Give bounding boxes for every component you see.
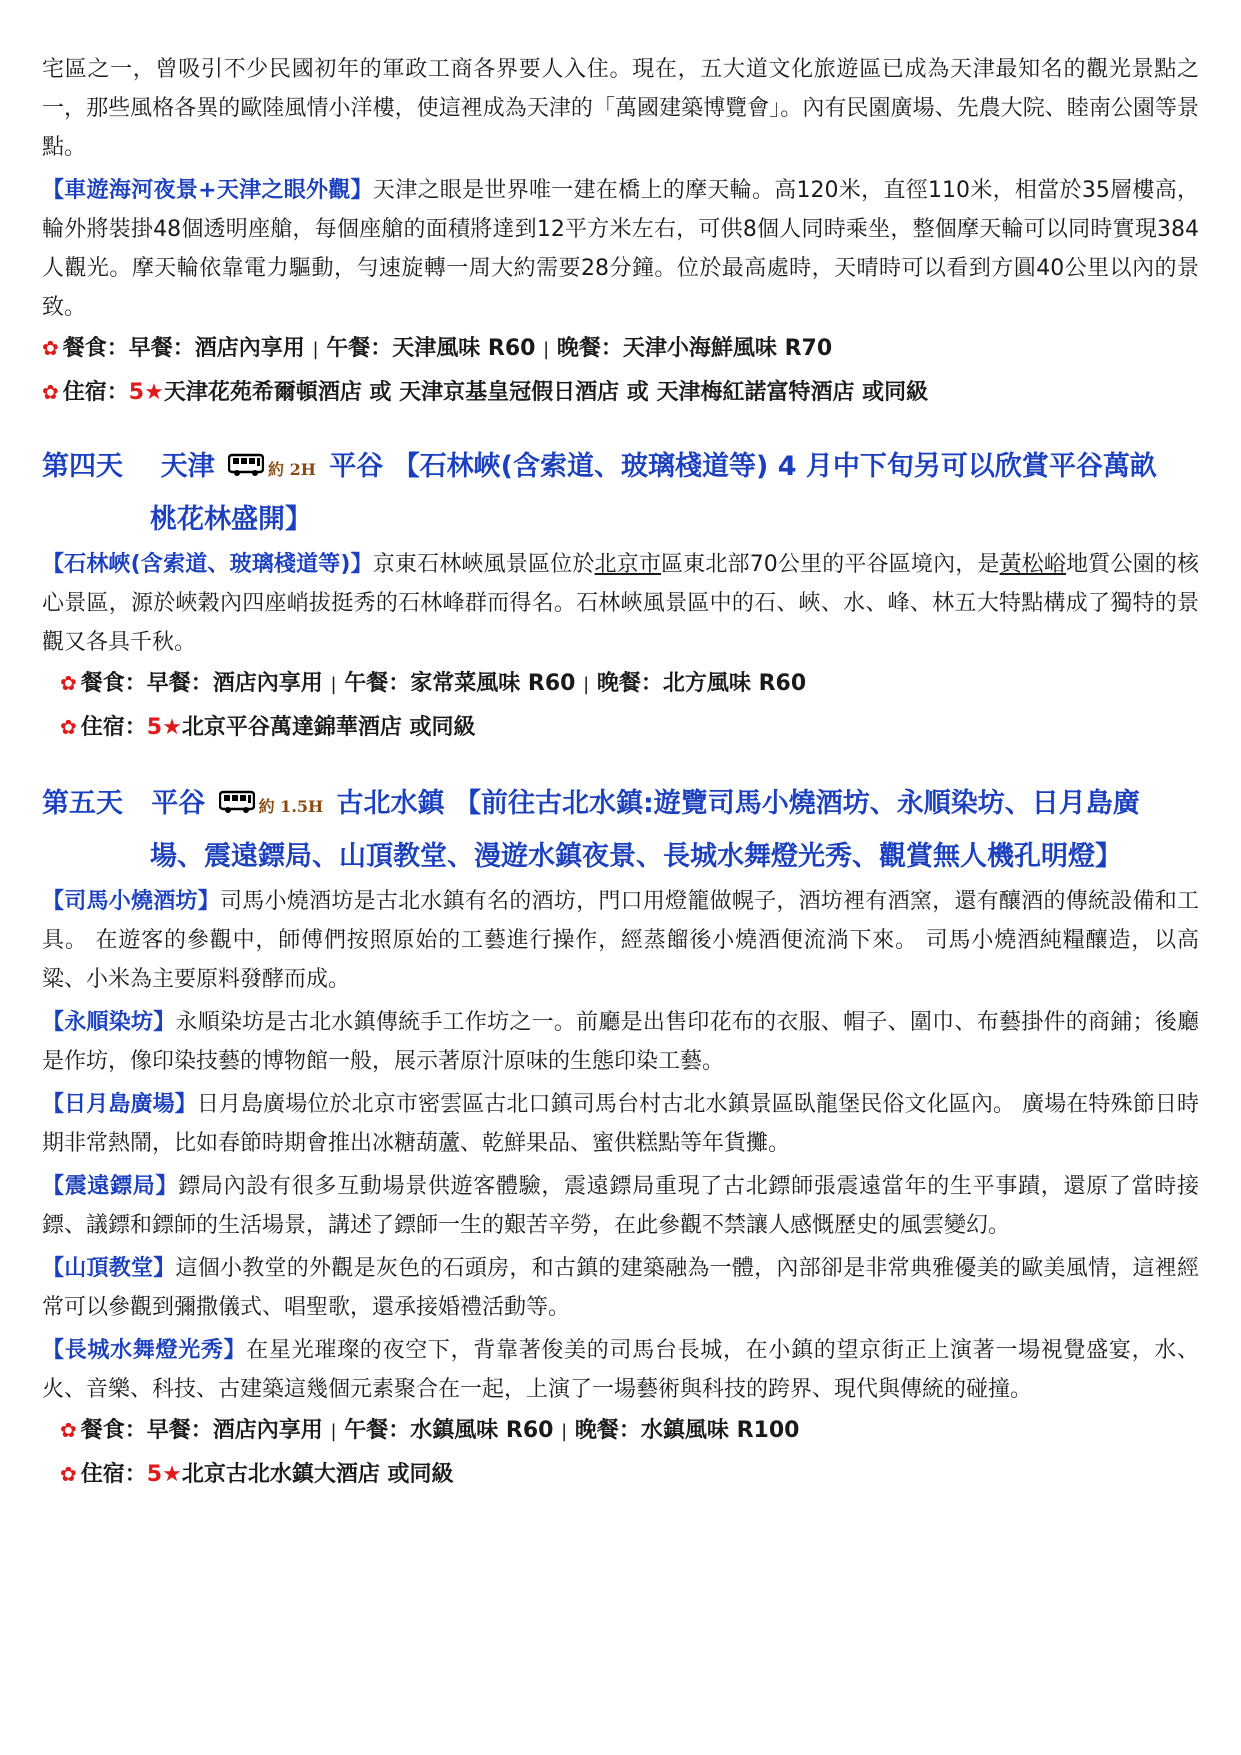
day5-heading: 第五天 平谷 約 1.5H 古北水鎮 【前往古北水鎮:遊覽司馬小燒酒坊、永順染坊、日月島廣 場、震遠鏢局、山頂教堂、漫遊水鎮夜景、長城水舞燈光秀、觀賞無人機孔明燈】 xyxy=(42,779,1199,882)
day4-meal-line: ✿ 餐食：早餐：酒店內享用 | 午餐：家常菜風味 R60 | 晚餐：北方風味 R60 xyxy=(60,671,807,696)
intro-paragraph xyxy=(42,50,1199,167)
huangsongyu-link[interactable]: 黃松峪 xyxy=(999,552,1067,577)
section-paragraph: 【永順染坊】永順染坊是古北水鎮傳統手工作坊之一。前廳是出售印花布的衣服、帽子、圍巾、布藝掛件的商鋪；後廳是作坊，像印染技藝的博物館一般，展示著原汁原味的生態印染工藝。 xyxy=(42,1010,1199,1074)
section-paragraph: 【震遠鏢局】鏢局內設有很多互動場景供遊客體驗，震遠鏢局重現了古北鏢師張震遠當年的生平事蹟，還原了當時接鏢、議鏢和鏢師的生活場景，講述了鏢師一生的艱苦辛勞，在此參觀不禁讓人感慨歷史的風雲變幻。 xyxy=(42,1174,1199,1238)
flower-icon: ✿ xyxy=(60,715,77,739)
day3-meal-line: ✿ 餐食：早餐：酒店內享用 | 午餐：天津風味 R60 | 晚餐：天津小海鮮風味 R70 xyxy=(42,336,833,361)
flower-icon: ✿ xyxy=(60,1418,77,1442)
section-paragraph: 【長城水舞燈光秀】在星光璀璨的夜空下，背靠著俊美的司馬台長城，在小鎮的望京街正上演著一場視覺盛宴，水、火、音樂、科技、古建築這幾個元素聚合在一起，上演了一場藝術與科技的跨界、現代與傳統的碰撞。 xyxy=(42,1338,1199,1402)
flower-icon: ✿ xyxy=(42,380,59,404)
tianjin-eye-paragraph xyxy=(42,171,1199,327)
day5-meal-line: ✿ 餐食：早餐：酒店內享用 | 午餐：水鎮風味 R60 | 晚餐：水鎮風味 R100 xyxy=(60,1418,800,1443)
day4-heading: 第四天 天津 約 2H 平谷 【石林峽(含索道、玻璃棧道等) 4 月中下旬另可以欣賞平谷萬畝 桃花林盛開】 xyxy=(42,442,1199,545)
shilinxia-paragraph: 【石林峽(含索道、玻璃棧道等)】京東石林峽風景區位於北京市區東北部70公里的平谷區境內，是黃松峪地質公園的核心景區，源於峽穀內四座峭拔挺秀的石林峰群而得名。石林峽風景區中的石、峽、水、峰、林五大特點構成了獨特的景觀又各具千秋。 xyxy=(42,552,1199,655)
flower-icon: ✿ xyxy=(60,671,77,695)
section-paragraph: 【日月島廣場】日月島廣場位於北京市密雲區古北口鎮司馬台村古北水鎮景區臥龍堡民俗文化區內。 廣場在特殊節日時期非常熱鬧，比如春節時期會推出冰糖葫蘆、乾鮮果品、蜜供糕點等年貨攤。 xyxy=(42,1092,1199,1156)
section-paragraph: 【司馬小燒酒坊】司馬小燒酒坊是古北水鎮有名的酒坊，門口用燈籠做幌子，酒坊裡有酒窯，還有釀酒的傳統設備和工具。 在遊客的參觀中，師傅們按照原始的工藝進行操作，經蒸餾後小燒酒便流淌下來。 司馬小燒酒純糧釀造，以高粱、小米為主要原料發酵而成。 xyxy=(42,889,1199,992)
flower-icon: ✿ xyxy=(42,336,59,360)
bus-icon xyxy=(219,781,255,831)
section-paragraph: 【山頂教堂】這個小教堂的外觀是灰色的石頭房，和古鎮的建築融為一體，內部卻是非常典雅優美的歐美風情，這裡經常可以參觀到彌撒儀式、唱聖歌，還承接婚禮活動等。 xyxy=(42,1256,1199,1320)
day4-hotel-line: ✿ 住宿：5★北京平谷萬達錦華酒店 或同級 xyxy=(60,715,476,740)
tianjin-eye-title: 【車遊海河夜景+天津之眼外觀】 xyxy=(42,178,373,203)
tianjin-eye-text: 天津之眼是世界唯一建在橋上的摩天輪。高120米，直徑110米，相當於35層樓高，輪外將裝掛48個透明座艙，每個座艙的面積將達到12平方米左右，可供8個人同時乘坐，整個摩天輪可以同時實現384人觀光。摩天輪依靠電力驅動，勻速旋轉一周大約需要28分鐘。位於最高處時，天晴時可以看到方圓40公里以內的景致。 xyxy=(42,178,1200,320)
flower-icon: ✿ xyxy=(60,1462,77,1486)
day3-hotel-line: ✿ 住宿：5★天津花苑希爾頓酒店 或 天津京基皇冠假日酒店 或 天津梅紅諾富特酒店 或同級 xyxy=(42,380,929,405)
day5-hotel-line: ✿ 住宿：5★北京古北水鎮大酒店 或同級 xyxy=(60,1462,454,1487)
intro-text: 宅區之一，曾吸引不少民國初年的軍政工商各界要人入住。現在，五大道文化旅遊區已成為天津最知名的觀光景點之一，那些風格各異的歐陸風情小洋樓，使這裡成為天津的「萬國建築博覽會」。內有民園廣場、先農大院、睦南公園等景點。 xyxy=(42,57,1199,160)
beijing-link[interactable]: 北京市 xyxy=(594,552,662,577)
bus-icon xyxy=(228,444,264,494)
